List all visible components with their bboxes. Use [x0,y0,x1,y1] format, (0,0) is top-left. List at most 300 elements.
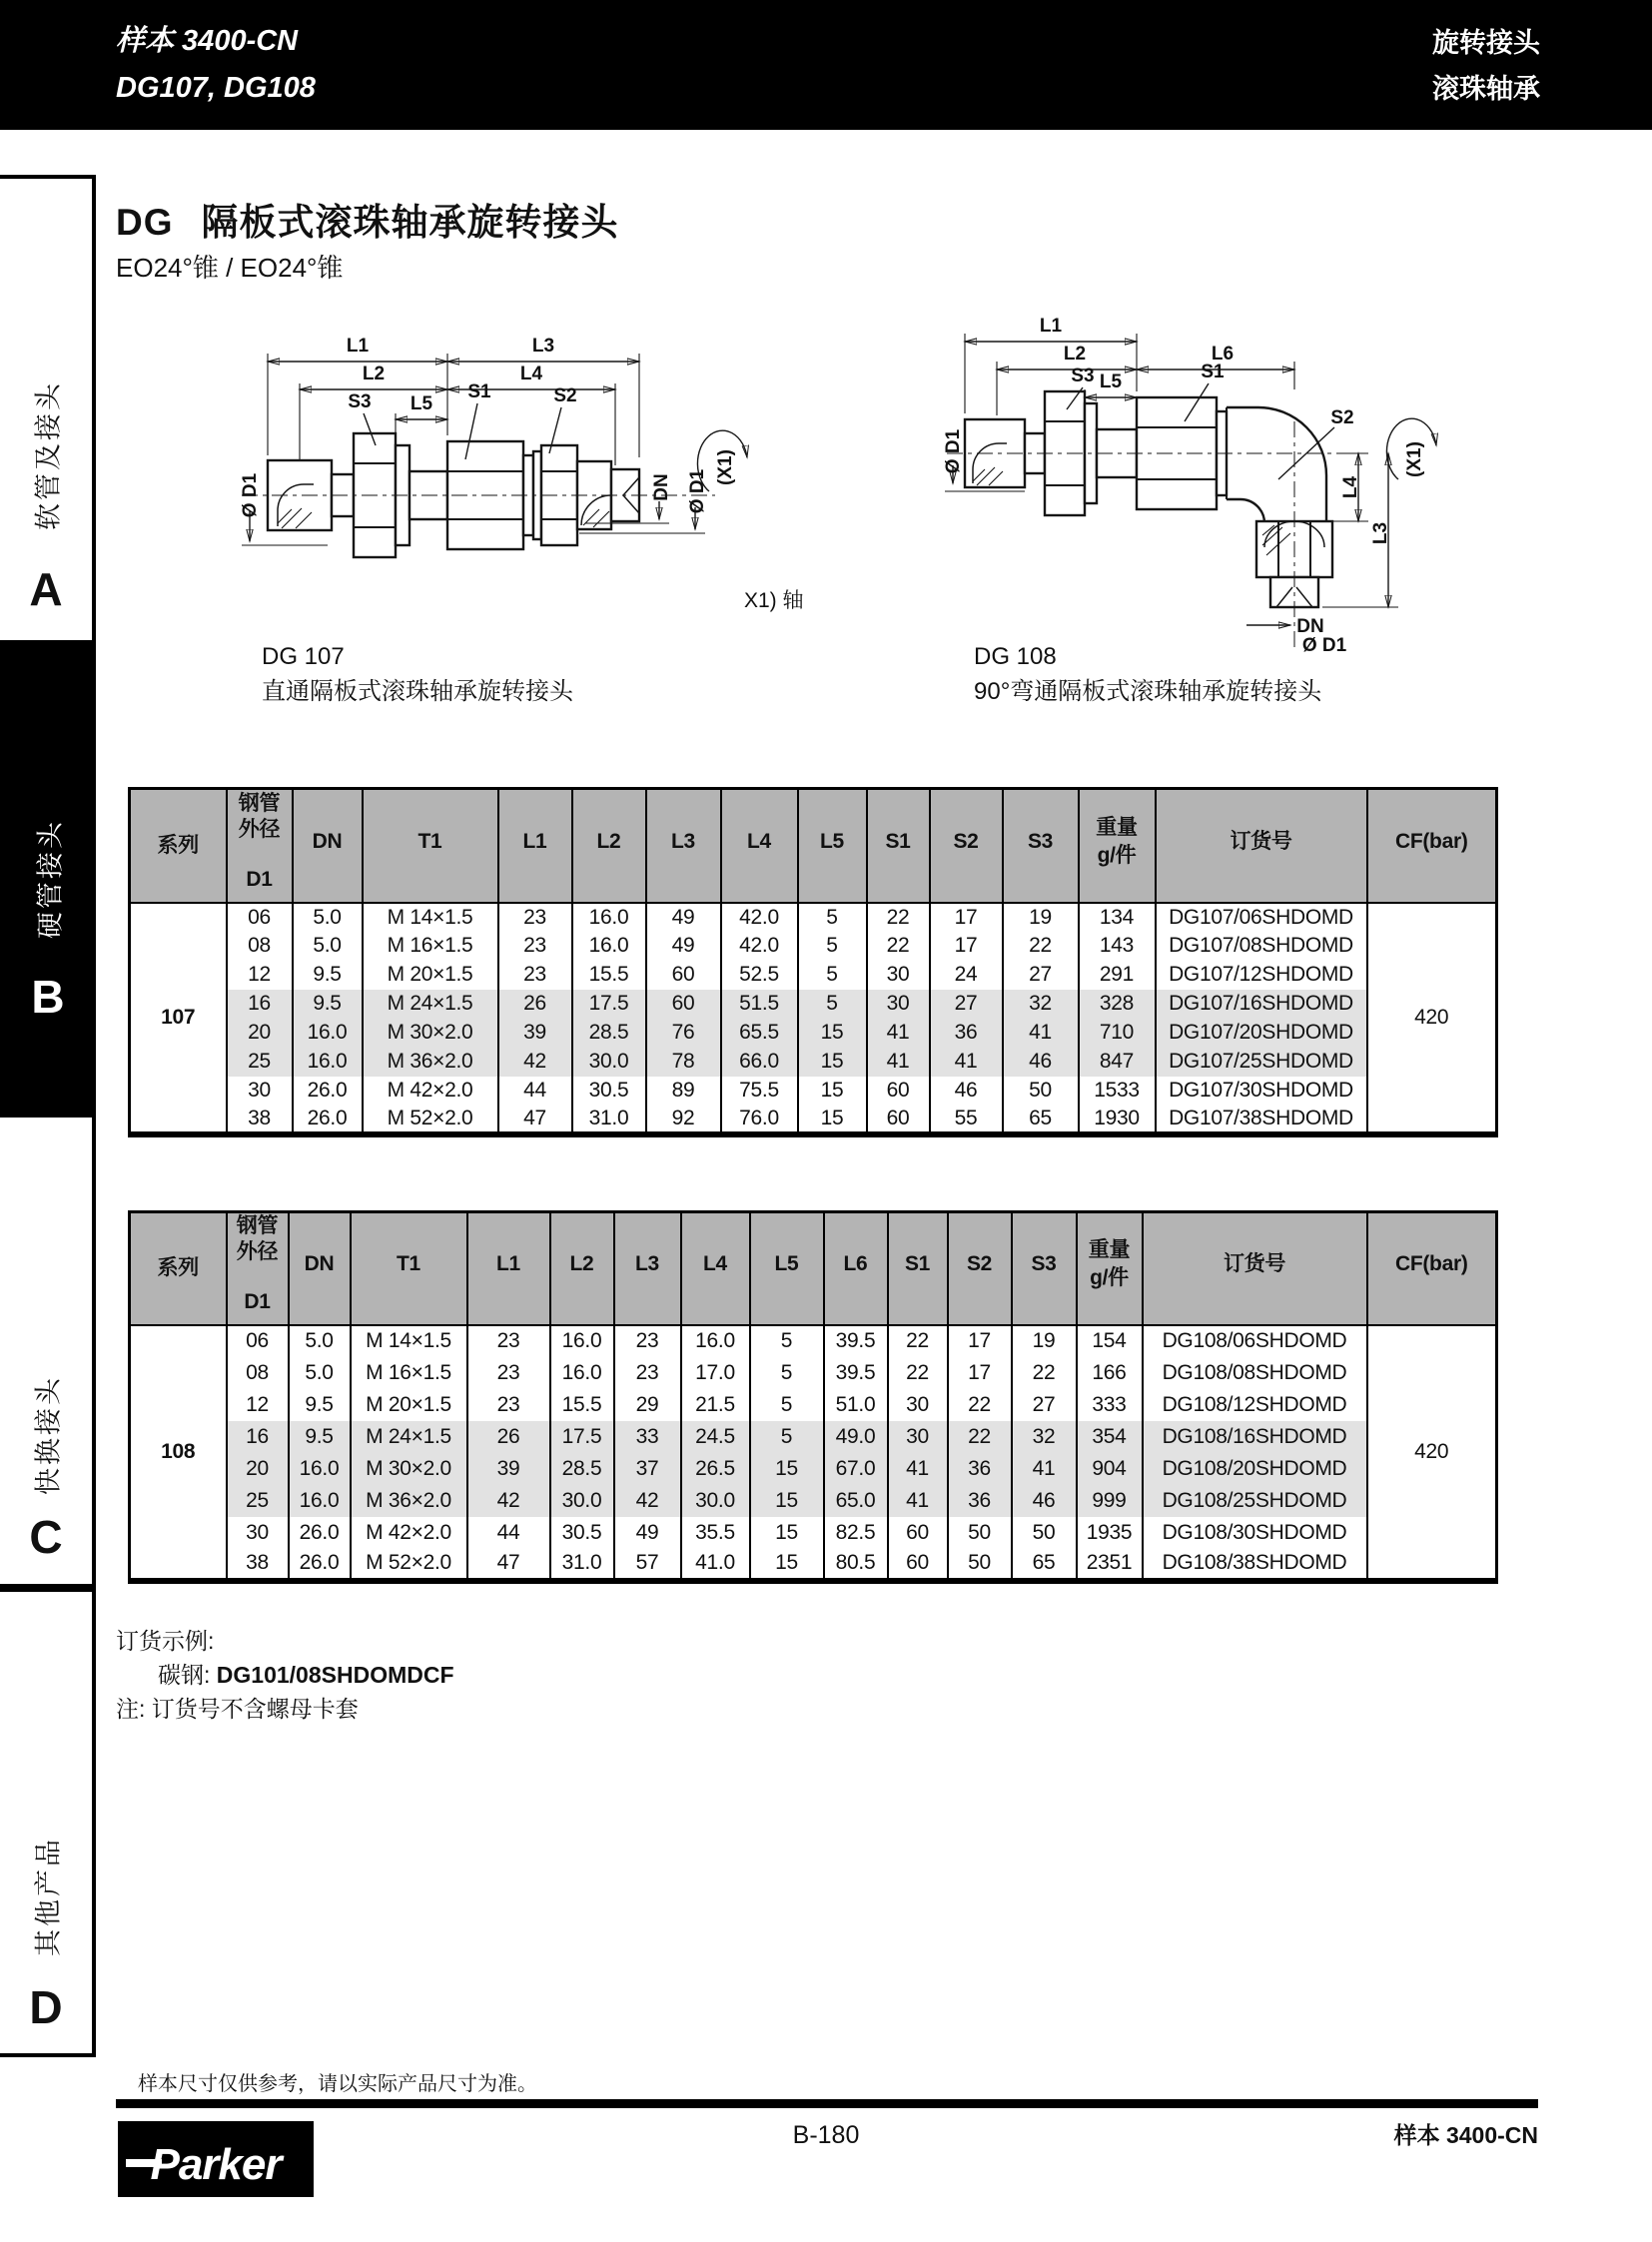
cell: 76.0 [721,1106,798,1134]
dim-label-s3: S3 [348,391,372,412]
table-row [130,1485,1497,1517]
cell: 5.0 [293,903,363,932]
cell: 39.5 [824,1325,888,1357]
cell: 26.0 [289,1517,351,1549]
cell: 60 [888,1549,948,1581]
cell: 23 [467,1325,550,1357]
cell: 847 [1079,1048,1156,1077]
column-header: S3 [1012,1212,1077,1325]
dim-label-l3: L3 [1370,521,1391,545]
column-header: 重量 g/件 [1077,1212,1143,1325]
cell: 23 [467,1357,550,1389]
cell: 28.5 [572,1019,646,1048]
sidebar-label-a: 软管及接头 [33,380,64,531]
cell: 51.5 [721,990,798,1019]
cell: 5 [750,1357,824,1389]
cell: 15 [798,1077,867,1106]
sidebar-label-b: 硬管接头 [35,819,66,939]
cell: 30 [227,1517,289,1549]
cell: 47 [467,1549,550,1581]
cell: 75.5 [721,1077,798,1106]
cell: 22 [948,1389,1012,1421]
cell: 16.0 [293,1048,363,1077]
dim-label-dia-left: Ø D1 [240,472,261,518]
cell: 30.0 [681,1485,750,1517]
column-header: L5 [750,1212,824,1325]
cell: DG107/08SHDOMD [1156,932,1367,961]
cell: 15.5 [550,1389,614,1421]
table-row [130,1421,1497,1453]
cf-cell: 420 [1367,1325,1497,1581]
cf-cell: 420 [1367,903,1497,1134]
cell: 31.0 [550,1549,614,1581]
cell: 27 [930,990,1003,1019]
cell: 67.0 [824,1453,888,1485]
cell: 16.0 [289,1453,351,1485]
cell: 15 [750,1485,824,1517]
cell: 60 [867,1077,930,1106]
cell: 65.5 [721,1019,798,1048]
cell: 17 [948,1325,1012,1357]
cell: 26 [498,990,572,1019]
table-row [130,903,1497,932]
cell: 28.5 [550,1453,614,1485]
cell: 39.5 [824,1357,888,1389]
cell: 1935 [1077,1517,1143,1549]
dim-label-s1: S1 [1201,362,1225,382]
dg108-fitting-body [965,391,1332,607]
cell: 46 [1012,1485,1077,1517]
sidebar-label-d: 其他产品 [33,1836,64,1956]
cell: 15.5 [572,961,646,990]
cell: 50 [1003,1077,1079,1106]
cell: M 20×1.5 [363,961,498,990]
column-header: L2 [550,1212,614,1325]
cell: DG108/12SHDOMD [1143,1389,1367,1421]
cell: DG107/30SHDOMD [1156,1077,1367,1106]
cell: 66.0 [721,1048,798,1077]
dim-label-s2: S2 [1330,407,1354,428]
table-row [130,961,1497,990]
cell: 21.5 [681,1389,750,1421]
cell: 08 [227,1357,289,1389]
cell: 16.0 [289,1485,351,1517]
ordering-example-prefix: 碳钢: [158,1662,211,1688]
cell: 41 [867,1048,930,1077]
cell: 26.0 [293,1106,363,1134]
series-cell: 107 [130,903,227,1134]
cell: 30 [867,961,930,990]
cell: 16 [227,990,293,1019]
header-category-1: 旋转接头 [1432,28,1540,58]
cell: 17 [930,932,1003,961]
cell: 5.0 [289,1357,351,1389]
cell: M 42×2.0 [351,1517,467,1549]
cell: 60 [867,1106,930,1134]
dg107-caption [262,639,573,709]
cell: 30.0 [550,1485,614,1517]
cell: 38 [227,1106,293,1134]
cell: 291 [1079,961,1156,990]
column-header: S3 [1003,789,1079,903]
footer-rule [116,2099,1538,2108]
cell: 31.0 [572,1106,646,1134]
cell: 36 [948,1485,1012,1517]
cell: 22 [1012,1357,1077,1389]
cell: 22 [888,1357,948,1389]
cell: 143 [1079,932,1156,961]
cell: 23 [614,1357,681,1389]
cell: 06 [227,1325,289,1357]
header-category-2: 滚珠轴承 [1432,74,1540,104]
dg108-description: 90°弯通隔板式滚珠轴承旋转接头 [974,678,1322,705]
column-header: S2 [930,789,1003,903]
cell: 46 [1003,1048,1079,1077]
column-header: S1 [867,789,930,903]
ordering-example [116,1658,454,1692]
column-header: L3 [614,1212,681,1325]
cell: 25 [227,1048,293,1077]
cell: 41 [867,1019,930,1048]
table-row [130,990,1497,1019]
cell: M 36×2.0 [351,1485,467,1517]
cell: 354 [1077,1421,1143,1453]
cell: 52.5 [721,961,798,990]
parker-logo-text: Parker [150,2140,282,2190]
dim-label-l4: L4 [519,364,543,384]
dg108-diagram [927,282,1441,653]
dim-label-l5: L5 [1099,372,1123,392]
column-header: CF(bar) [1367,1212,1497,1325]
header-right [1432,20,1540,112]
cell: 50 [1012,1517,1077,1549]
column-header: L4 [681,1212,750,1325]
cell: 15 [798,1019,867,1048]
sidebar-label-c: 快换接头 [33,1374,64,1495]
table-row [130,1077,1497,1106]
column-header: L1 [467,1212,550,1325]
cell: 42 [614,1485,681,1517]
cell: 30.5 [572,1077,646,1106]
cell: 36 [948,1453,1012,1485]
cell: 23 [498,903,572,932]
table-dg107 [128,787,1498,1137]
cell: 65 [1003,1106,1079,1134]
cell: 33 [614,1421,681,1453]
header-left [116,18,316,112]
cell: 49.0 [824,1421,888,1453]
series-cell: 108 [130,1325,227,1581]
cell: 2351 [1077,1549,1143,1581]
column-header: 订货号 [1156,789,1367,903]
cell: DG108/38SHDOMD [1143,1549,1367,1581]
dg107-name: DG 107 [262,643,345,670]
cell: 55 [930,1106,1003,1134]
cell: M 24×1.5 [363,990,498,1019]
sidebar-letter-d: D [29,1980,63,2033]
dg107-diagram [150,296,759,595]
cell: 1533 [1079,1077,1156,1106]
cell: 46 [930,1077,1003,1106]
cell: M 42×2.0 [363,1077,498,1106]
column-header: L2 [572,789,646,903]
dim-label-axis: (X1) [1404,441,1425,477]
header-models: DG107, DG108 [116,72,316,104]
column-header: L6 [824,1212,888,1325]
cell: 15 [798,1048,867,1077]
cell: 60 [646,961,721,990]
cell: 51.0 [824,1389,888,1421]
cell: 49 [646,903,721,932]
cell: 38 [227,1549,289,1581]
cell: 35.5 [681,1517,750,1549]
ordering-example-code: DG101/08SHDOMDCF [216,1662,454,1688]
cell: M 20×1.5 [351,1389,467,1421]
cell: 5 [798,903,867,932]
ordering-note: 注: 订货号不含螺母卡套 [116,1696,359,1722]
cell: 32 [1003,990,1079,1019]
cell: 30 [867,990,930,1019]
cell: 92 [646,1106,721,1134]
cell: 904 [1077,1453,1143,1485]
cell: 42 [467,1485,550,1517]
cell: 15 [798,1106,867,1134]
sidebar-letter-a: A [29,563,63,616]
cell: 78 [646,1048,721,1077]
cell: 5 [798,961,867,990]
table-row [130,1453,1497,1485]
cell: 26.0 [289,1549,351,1581]
sidebar-letter-c: C [29,1511,63,1564]
cell: M 52×2.0 [351,1549,467,1581]
cell: 76 [646,1019,721,1048]
cell: 39 [467,1453,550,1485]
cell: DG108/08SHDOMD [1143,1357,1367,1389]
cell: 333 [1077,1389,1143,1421]
cell: 23 [498,961,572,990]
cell: 17 [930,903,1003,932]
dim-label-l6: L6 [1211,344,1235,365]
cell: 82.5 [824,1517,888,1549]
spec-table-107 [128,787,1498,1137]
cell: 9.5 [293,990,363,1019]
column-header: 系列 [130,789,227,903]
cell: DG107/20SHDOMD [1156,1019,1367,1048]
cell: 22 [867,932,930,961]
table-row [130,932,1497,961]
cell: 42.0 [721,932,798,961]
cell: 5 [750,1325,824,1357]
page-number: B-180 [792,2121,860,2149]
page-title [116,192,619,246]
cell: 30 [888,1389,948,1421]
header-bar [0,0,1652,130]
ordering-notes [116,1624,454,1726]
cell: 20 [227,1453,289,1485]
cell: 24 [930,961,1003,990]
cell: 60 [888,1517,948,1549]
cell: 89 [646,1077,721,1106]
dim-label-l3: L3 [531,336,555,357]
column-header: 重量 g/件 [1079,789,1156,903]
table-row [130,1517,1497,1549]
table-row [130,1325,1497,1357]
column-header: 钢管 外径 D1 [227,789,293,903]
cell: 24.5 [681,1421,750,1453]
cell: 23 [498,932,572,961]
product-title: 隔板式滚珠轴承旋转接头 [201,202,619,243]
sidebar-section-c [0,1114,96,1588]
cell: 22 [867,903,930,932]
cell: M 14×1.5 [363,903,498,932]
cell: 27 [1003,961,1079,990]
ordering-example-title: 订货示例: [116,1628,215,1654]
cell: 29 [614,1389,681,1421]
cell: 30.5 [550,1517,614,1549]
cell: M 30×2.0 [363,1019,498,1048]
cell: 17.0 [681,1357,750,1389]
cell: 5 [798,990,867,1019]
cell: 80.5 [824,1549,888,1581]
cell: 65 [1012,1549,1077,1581]
cell: 41 [888,1485,948,1517]
dim-label-l1: L1 [1039,316,1063,337]
dim-label-l2: L2 [362,364,386,384]
column-header: DN [293,789,363,903]
cell: 19 [1003,903,1079,932]
cell: 23 [614,1325,681,1357]
cell: 44 [467,1517,550,1549]
cell: 32 [1012,1421,1077,1453]
dim-label-dia-right: Ø D1 [687,468,708,514]
cell: 47 [498,1106,572,1134]
header-catalog: 样本 3400-CN [116,25,299,57]
cell: DG108/20SHDOMD [1143,1453,1367,1485]
cell: 5.0 [293,932,363,961]
cell: M 16×1.5 [363,932,498,961]
dg108-name: DG 108 [974,643,1057,670]
cell: 26 [467,1421,550,1453]
column-header: DN [289,1212,351,1325]
cell: 57 [614,1549,681,1581]
cell: 39 [498,1019,572,1048]
disclaimer: 样本尺寸仅供参考，请以实际产品尺寸为准。 [138,2073,537,2095]
cell: 17.5 [550,1421,614,1453]
sidebar-section-d [0,1588,96,2057]
cell: 30 [227,1077,293,1106]
column-header: 订货号 [1143,1212,1367,1325]
cell: DG108/25SHDOMD [1143,1485,1367,1517]
cell: DG107/12SHDOMD [1156,961,1367,990]
table-row [130,1106,1497,1134]
dim-label-s3: S3 [1071,366,1095,386]
dim-label-dia-bottom: Ø D1 [1301,635,1347,653]
dim-label-dn: DN [1296,616,1324,637]
cell: 42.0 [721,903,798,932]
cell: DG108/16SHDOMD [1143,1421,1367,1453]
cell: M 52×2.0 [363,1106,498,1134]
cell: 16.0 [681,1325,750,1357]
cell: 06 [227,903,293,932]
column-header: S1 [888,1212,948,1325]
cell: 42 [498,1048,572,1077]
table-row [130,1019,1497,1048]
dim-label-dia-left: Ø D1 [943,428,964,474]
cell: M 24×1.5 [351,1421,467,1453]
dim-label-axis: (X1) [715,449,736,485]
cell: 23 [467,1389,550,1421]
cell: 49 [614,1517,681,1549]
cell: 1930 [1079,1106,1156,1134]
cell: 9.5 [289,1421,351,1453]
table-row [130,1048,1497,1077]
cell: 5 [750,1389,824,1421]
cell: 65.0 [824,1485,888,1517]
cell: 328 [1079,990,1156,1019]
cell: 5.0 [289,1325,351,1357]
cell: 41.0 [681,1549,750,1581]
footer-catalog: 样本 3400-CN [1393,2122,1538,2148]
cell: 15 [750,1549,824,1581]
sidebar-letter-b: B [31,970,65,1023]
cell: 16.0 [572,932,646,961]
column-header: T1 [351,1212,467,1325]
cell: 12 [227,1389,289,1421]
page-subtitle: EO24°锥 / EO24°锥 [116,253,344,283]
cell: 17 [948,1357,1012,1389]
dim-label-s1: S1 [467,381,491,402]
cell: 50 [948,1549,1012,1581]
column-header: 钢管 外径 D1 [227,1212,289,1325]
table-row [130,1389,1497,1421]
table-row [130,1549,1497,1581]
cell: 999 [1077,1485,1143,1517]
cell: 27 [1012,1389,1077,1421]
cell: DG107/38SHDOMD [1156,1106,1367,1134]
product-code: DG [116,202,174,243]
cell: 9.5 [293,961,363,990]
cell: 08 [227,932,293,961]
sidebar-section-b [0,644,96,1114]
cell: 26.5 [681,1453,750,1485]
cell: M 16×1.5 [351,1357,467,1389]
column-header: S2 [948,1212,1012,1325]
dg108-caption [974,639,1321,709]
cell: DG108/30SHDOMD [1143,1517,1367,1549]
cell: 41 [930,1048,1003,1077]
cell: 5 [798,932,867,961]
cell: 20 [227,1019,293,1048]
cell: 50 [948,1517,1012,1549]
cell: 30.0 [572,1048,646,1077]
column-header: L4 [721,789,798,903]
column-header: 系列 [130,1212,227,1325]
cell: 17.5 [572,990,646,1019]
cell: 26.0 [293,1077,363,1106]
column-header: L5 [798,789,867,903]
cell: 710 [1079,1019,1156,1048]
cell: 44 [498,1077,572,1106]
cell: 154 [1077,1325,1143,1357]
dim-label-l1: L1 [346,336,370,357]
cell: 16.0 [550,1357,614,1389]
cell: DG107/25SHDOMD [1156,1048,1367,1077]
column-header: L1 [498,789,572,903]
cell: 166 [1077,1357,1143,1389]
cell: 12 [227,961,293,990]
cell: 25 [227,1485,289,1517]
dim-label-s2: S2 [553,385,577,406]
